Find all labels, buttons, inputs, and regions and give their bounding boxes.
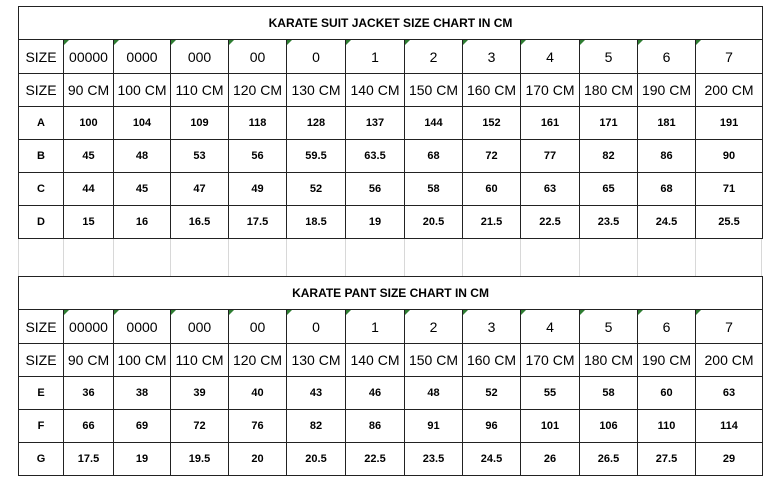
table-cell: 58	[580, 377, 638, 410]
table-cell: 23.5	[580, 206, 638, 239]
row-label: B	[19, 140, 64, 173]
size-cell: 0000	[114, 310, 171, 344]
row-label: A	[19, 107, 64, 140]
table-cell: 55	[521, 377, 580, 410]
size-cell: 000	[171, 310, 229, 344]
height-cell: 180 CM	[580, 344, 638, 377]
table-cell: 20.5	[405, 206, 463, 239]
row-label: E	[19, 377, 64, 410]
table-cell: 76	[229, 410, 287, 443]
table-cell: 52	[287, 173, 346, 206]
table-cell: 29	[696, 443, 763, 476]
table-cell: 45	[114, 173, 171, 206]
table-cell: 24.5	[463, 443, 521, 476]
table-cell: 86	[638, 140, 696, 173]
height-cell: 90 CM	[64, 344, 114, 377]
table-cell: 106	[580, 410, 638, 443]
table-cell: 43	[287, 377, 346, 410]
size-cell: 0	[287, 40, 346, 74]
table-cell: 91	[405, 410, 463, 443]
height-cell: 130 CM	[287, 74, 346, 107]
table-row	[19, 410, 763, 443]
table-cell: 19.5	[171, 443, 229, 476]
table-cell: 52	[463, 377, 521, 410]
table-cell: 71	[696, 173, 763, 206]
table-cell: 23.5	[405, 443, 463, 476]
table-cell: 109	[171, 107, 229, 140]
table-cell: 24.5	[638, 206, 696, 239]
size-cell: 7	[696, 40, 763, 74]
table-cell: 68	[638, 173, 696, 206]
table-cell: 65	[580, 173, 638, 206]
height-cell: 170 CM	[521, 344, 580, 377]
table-cell: 72	[463, 140, 521, 173]
height-cell: 90 CM	[64, 74, 114, 107]
pant-size-row	[19, 310, 763, 344]
table-cell: 44	[64, 173, 114, 206]
size-cell: 5	[580, 40, 638, 74]
table-cell: 47	[171, 173, 229, 206]
table-cell: 15	[64, 206, 114, 239]
table-cell: 86	[346, 410, 405, 443]
height-cell: 160 CM	[463, 74, 521, 107]
height-cell: 100 CM	[114, 74, 171, 107]
table-cell: 152	[463, 107, 521, 140]
table-cell: 19	[114, 443, 171, 476]
size-cell: 3	[463, 310, 521, 344]
table-cell: 104	[114, 107, 171, 140]
size-cell: 5	[580, 310, 638, 344]
table-cell: 69	[114, 410, 171, 443]
table-row	[19, 107, 763, 140]
table-cell: 137	[346, 107, 405, 140]
table-cell: 48	[114, 140, 171, 173]
size-cell: 00000	[64, 40, 114, 74]
table-row	[19, 173, 763, 206]
height-cell: 150 CM	[405, 74, 463, 107]
pant-size-table	[18, 276, 763, 476]
table-cell: 82	[580, 140, 638, 173]
table-cell: 20.5	[287, 443, 346, 476]
table-cell: 63	[521, 173, 580, 206]
table-cell: 26.5	[580, 443, 638, 476]
height-cell: 200 CM	[696, 74, 763, 107]
size-cell: 2	[405, 310, 463, 344]
size-cell: 4	[521, 40, 580, 74]
size-cell: 0	[287, 310, 346, 344]
jacket-height-row	[19, 74, 763, 107]
table-cell: 48	[405, 377, 463, 410]
table-cell: 90	[696, 140, 763, 173]
size-cell: 3	[463, 40, 521, 74]
table-cell: 82	[287, 410, 346, 443]
height-cell: 130 CM	[287, 344, 346, 377]
jacket-size-row	[19, 40, 763, 74]
table-cell: 114	[696, 410, 763, 443]
table-cell: 56	[229, 140, 287, 173]
table-cell: 49	[229, 173, 287, 206]
size-cell: 1	[346, 310, 405, 344]
size-cell: 6	[638, 310, 696, 344]
table-cell: 77	[521, 140, 580, 173]
size-cell: 6	[638, 40, 696, 74]
pant-height-row	[19, 344, 763, 377]
size-cell: 0000	[114, 40, 171, 74]
size-cell: 00	[229, 40, 287, 74]
table-cell: 46	[346, 377, 405, 410]
size-row-label: SIZE	[19, 310, 64, 344]
height-cell: 150 CM	[405, 344, 463, 377]
table-cell: 26	[521, 443, 580, 476]
table-cell: 22.5	[521, 206, 580, 239]
table-cell: 68	[405, 140, 463, 173]
table-cell: 59.5	[287, 140, 346, 173]
size-cell: 2	[405, 40, 463, 74]
table-cell: 100	[64, 107, 114, 140]
table-cell: 66	[64, 410, 114, 443]
size-cell: 00000	[64, 310, 114, 344]
row-label: G	[19, 443, 64, 476]
table-cell: 128	[287, 107, 346, 140]
table-cell: 16.5	[171, 206, 229, 239]
table-cell: 25.5	[696, 206, 763, 239]
jacket-chart-title: KARATE SUIT JACKET SIZE CHART IN CM	[19, 7, 763, 40]
pant-chart-title: KARATE PANT SIZE CHART IN CM	[19, 277, 763, 310]
row-label: D	[19, 206, 64, 239]
table-cell: 22.5	[346, 443, 405, 476]
row-label: C	[19, 173, 64, 206]
height-cell: 120 CM	[229, 74, 287, 107]
table-cell: 101	[521, 410, 580, 443]
table-cell: 21.5	[463, 206, 521, 239]
size-cell: 00	[229, 310, 287, 344]
table-cell: 60	[638, 377, 696, 410]
table-cell: 56	[346, 173, 405, 206]
height-cell: 110 CM	[171, 74, 229, 107]
size-row-label: SIZE	[19, 40, 64, 74]
table-cell: 27.5	[638, 443, 696, 476]
height-cell: 110 CM	[171, 344, 229, 377]
table-cell: 171	[580, 107, 638, 140]
table-cell: 40	[229, 377, 287, 410]
table-cell: 18.5	[287, 206, 346, 239]
height-cell: 190 CM	[638, 74, 696, 107]
height-row-label: SIZE	[19, 74, 64, 107]
height-row-label: SIZE	[19, 344, 64, 377]
table-cell: 20	[229, 443, 287, 476]
table-cell: 144	[405, 107, 463, 140]
table-cell: 63	[696, 377, 763, 410]
spreadsheet-gap-row	[18, 239, 762, 277]
height-cell: 190 CM	[638, 344, 696, 377]
size-cell: 1	[346, 40, 405, 74]
height-cell: 160 CM	[463, 344, 521, 377]
table-cell: 63.5	[346, 140, 405, 173]
table-cell: 19	[346, 206, 405, 239]
height-cell: 120 CM	[229, 344, 287, 377]
jacket-size-table	[18, 6, 763, 239]
table-cell: 17.5	[229, 206, 287, 239]
size-cell: 7	[696, 310, 763, 344]
table-cell: 96	[463, 410, 521, 443]
height-cell: 140 CM	[346, 344, 405, 377]
row-label: F	[19, 410, 64, 443]
table-cell: 110	[638, 410, 696, 443]
table-row	[19, 206, 763, 239]
height-cell: 170 CM	[521, 74, 580, 107]
table-cell: 191	[696, 107, 763, 140]
table-cell: 72	[171, 410, 229, 443]
table-row	[19, 443, 763, 476]
height-cell: 100 CM	[114, 344, 171, 377]
table-cell: 58	[405, 173, 463, 206]
table-row	[19, 140, 763, 173]
table-cell: 60	[463, 173, 521, 206]
height-cell: 180 CM	[580, 74, 638, 107]
height-cell: 140 CM	[346, 74, 405, 107]
table-cell: 39	[171, 377, 229, 410]
height-cell: 200 CM	[696, 344, 763, 377]
size-cell: 4	[521, 310, 580, 344]
table-cell: 53	[171, 140, 229, 173]
table-cell: 38	[114, 377, 171, 410]
table-cell: 17.5	[64, 443, 114, 476]
table-cell: 118	[229, 107, 287, 140]
table-row	[19, 377, 763, 410]
table-cell: 16	[114, 206, 171, 239]
table-cell: 36	[64, 377, 114, 410]
size-cell: 000	[171, 40, 229, 74]
table-cell: 181	[638, 107, 696, 140]
table-cell: 161	[521, 107, 580, 140]
table-cell: 45	[64, 140, 114, 173]
